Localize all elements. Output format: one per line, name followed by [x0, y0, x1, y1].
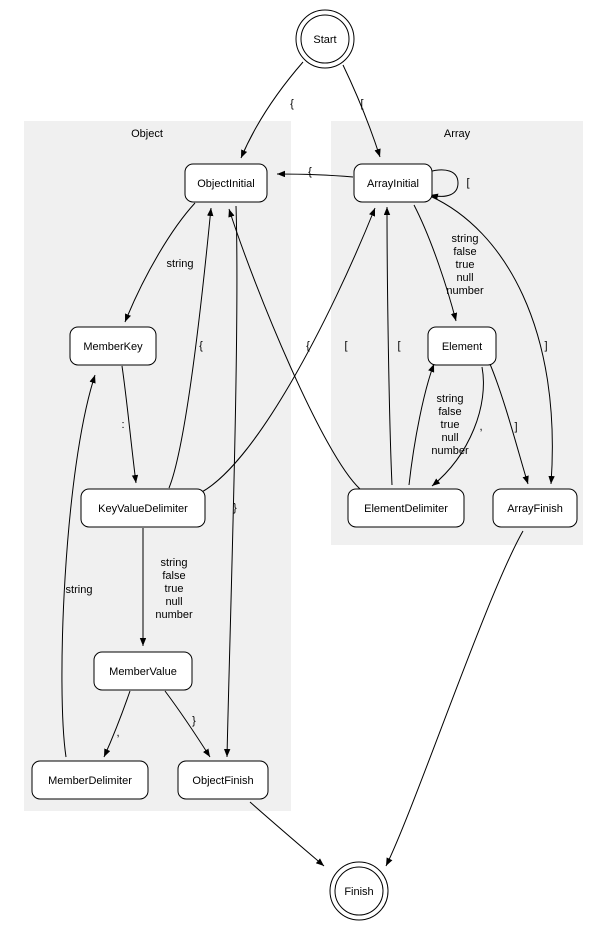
edge-arrayfinish-finish — [386, 531, 523, 866]
node-finish-label: Finish — [344, 885, 374, 898]
cluster-object-label: Object — [131, 127, 163, 140]
edge-label-array-self: [ — [466, 176, 470, 189]
node-element-delimiter-label: ElementDelimiter — [364, 502, 448, 515]
svg-text:number: number — [446, 284, 484, 297]
edge-label-kvd-objectfinish: } — [233, 501, 237, 514]
node-member-value[interactable] — [94, 652, 192, 690]
svg-text:true: true — [164, 582, 184, 595]
svg-text:null: null — [456, 271, 474, 284]
edge-label-elementdelimiter-arrayinitial: [ — [397, 339, 401, 352]
svg-text:number: number — [155, 608, 193, 621]
node-array-initial[interactable] — [354, 164, 432, 202]
cluster-array-label: Array — [443, 127, 471, 140]
edge-label-memberdelimiter-memberkey: string — [65, 583, 93, 596]
edge-label-elementdelimiter-comma: , — [479, 420, 483, 433]
edge-label-element-arrayfinish: ] — [544, 339, 548, 352]
svg-text:number: number — [431, 444, 469, 457]
edge-label-elementdelimiter-objectinitial: { — [306, 339, 310, 352]
svg-text:true: true — [455, 258, 475, 271]
node-element[interactable] — [428, 327, 496, 365]
edge-label-object-memberkey: string — [166, 257, 194, 270]
node-object-finish-label: ObjectFinish — [192, 774, 254, 787]
edge-label-kvd-array: [ — [344, 339, 348, 352]
edge-label-kvd-object: { — [199, 339, 203, 352]
edge-objectfinish-finish — [250, 802, 324, 866]
edge-label-membervalue-objectfinish: } — [192, 714, 196, 727]
node-object-initial-label: ObjectInitial — [197, 177, 255, 190]
edge-label-array-object: { — [308, 165, 312, 178]
edge-label-start-object: { — [290, 97, 294, 110]
cluster-object — [24, 121, 291, 811]
node-member-key-label: MemberKey — [83, 340, 143, 353]
svg-text:null: null — [441, 431, 459, 444]
svg-text:false: false — [438, 405, 462, 418]
node-array-finish[interactable] — [493, 489, 577, 527]
node-finish[interactable] — [330, 862, 388, 920]
svg-text:false: false — [453, 245, 477, 258]
node-object-finish[interactable] — [178, 761, 268, 799]
edge-label-arrayfinish-bracket: ] — [514, 420, 518, 433]
edge-label-memberkey-kvd: : — [121, 418, 125, 431]
node-member-value-label: MemberValue — [109, 665, 177, 678]
edge-label-membervalue-memberdelimiter: , — [116, 726, 120, 739]
node-start-label: Start — [313, 33, 337, 46]
node-key-value-delimiter[interactable] — [81, 489, 205, 527]
node-start[interactable] — [296, 10, 354, 68]
node-member-delimiter[interactable] — [32, 761, 148, 799]
svg-text:true: true — [440, 418, 460, 431]
node-element-delimiter[interactable] — [348, 489, 464, 527]
svg-text:string: string — [160, 556, 188, 569]
node-key-value-delimiter-label: KeyValueDelimiter — [98, 502, 188, 515]
node-member-key[interactable] — [70, 327, 156, 365]
node-element-label: Element — [441, 340, 483, 353]
svg-text:null: null — [165, 595, 183, 608]
svg-text:string: string — [436, 392, 464, 405]
node-member-delimiter-label: MemberDelimiter — [48, 774, 132, 787]
node-array-initial-label: ArrayInitial — [367, 177, 419, 190]
edge-label-start-array: [ — [360, 97, 364, 110]
svg-text:false: false — [162, 569, 186, 582]
node-object-initial[interactable] — [185, 164, 267, 202]
node-array-finish-label: ArrayFinish — [507, 502, 563, 515]
svg-text:string: string — [451, 232, 479, 245]
